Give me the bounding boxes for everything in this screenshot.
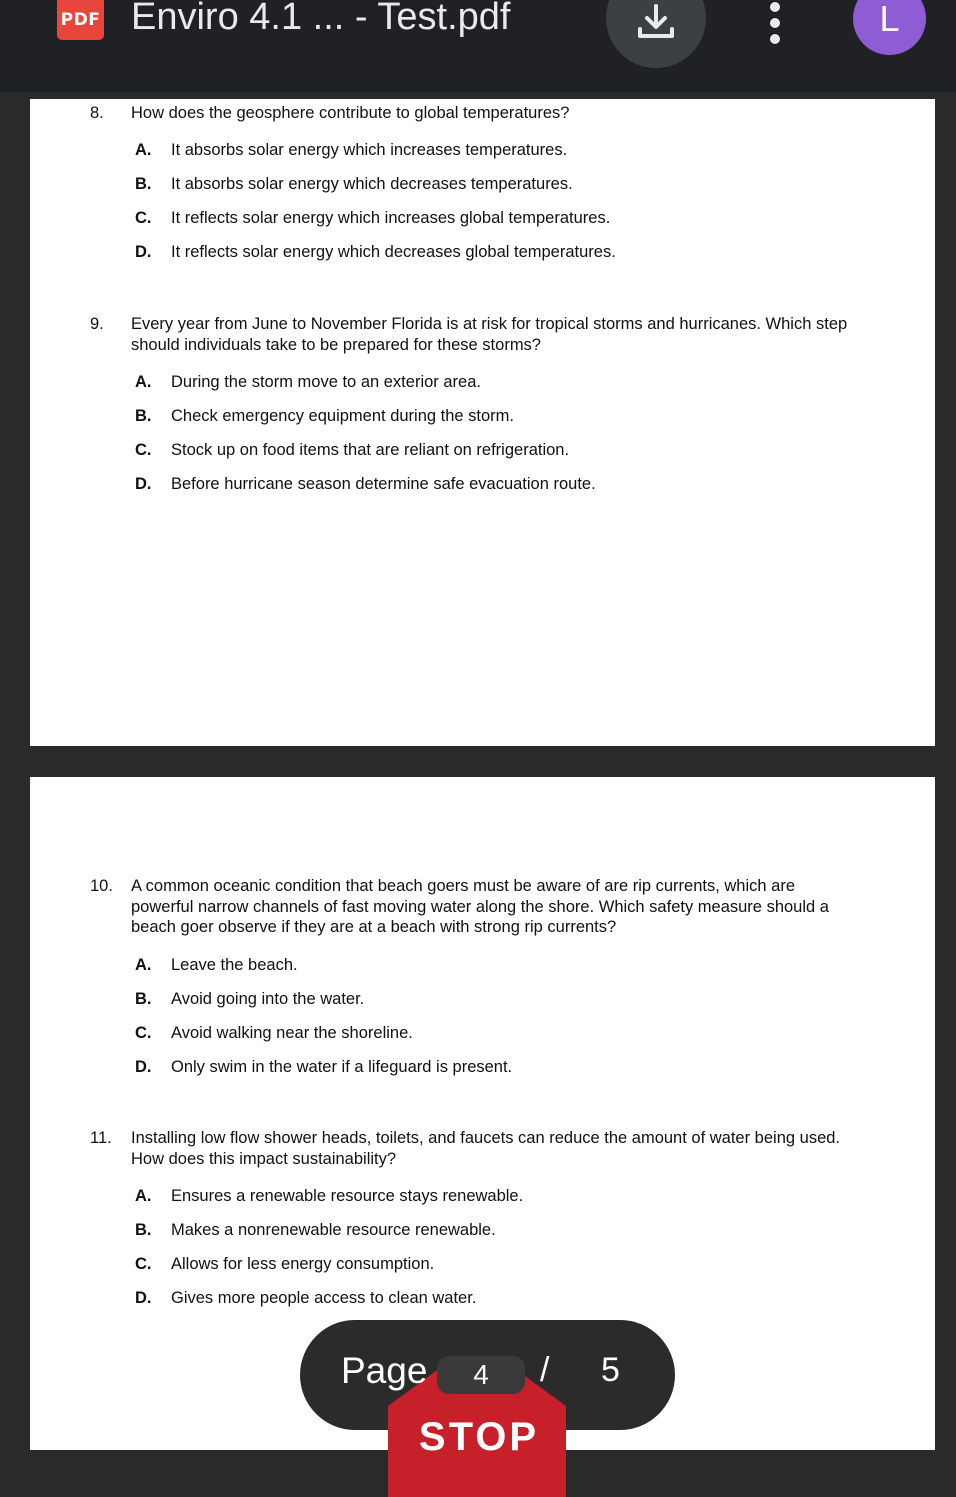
question-text: Installing low flow shower heads, toilets, and faucets can reduce the amount of water being used. How does this impact sustainability? bbox=[131, 1129, 841, 1168]
stop-sign-text: STOP bbox=[418, 1415, 540, 1459]
page-label: Page bbox=[341, 1350, 428, 1391]
option-text: Avoid walking near the shoreline. bbox=[171, 1024, 413, 1042]
more-vert-icon-dot bbox=[770, 34, 780, 44]
question-number: 10. bbox=[90, 877, 113, 895]
option-text: Avoid going into the water. bbox=[171, 990, 365, 1008]
top-bar bbox=[0, 0, 956, 92]
option-text: Allows for less energy consumption. bbox=[171, 1255, 435, 1273]
option-letter: B. bbox=[135, 1221, 152, 1239]
option-letter: A. bbox=[135, 1187, 152, 1205]
option-letter: C. bbox=[135, 209, 152, 227]
option-letter: D. bbox=[135, 243, 152, 261]
more-vert-icon bbox=[770, 2, 780, 12]
option-text: It absorbs solar energy which decreases temperatures. bbox=[171, 175, 573, 193]
option-letter: B. bbox=[135, 407, 152, 425]
question-text: How does the geosphere contribute to global temperatures? bbox=[131, 104, 570, 122]
option-text: It reflects solar energy which increases global temperatures. bbox=[171, 209, 611, 227]
option-letter: D. bbox=[135, 1058, 152, 1076]
question-text: Every year from June to November Florida is at risk for tropical storms and hurricanes. Which step should individuals take to be prepared for these storms? bbox=[131, 315, 848, 354]
option-text: Only swim in the water if a lifeguard is present. bbox=[171, 1058, 513, 1076]
option-letter: C. bbox=[135, 441, 152, 459]
option-text: Leave the beach. bbox=[171, 956, 298, 974]
page-indicator bbox=[300, 1320, 675, 1459]
option-text: Makes a nonrenewable resource renewable. bbox=[171, 1221, 496, 1239]
option-text: It absorbs solar energy which increases temperatures. bbox=[171, 141, 568, 159]
option-text: Check emergency equipment during the storm. bbox=[171, 407, 515, 425]
option-letter: C. bbox=[135, 1024, 152, 1042]
page-separator: / bbox=[540, 1351, 550, 1389]
option-letter: D. bbox=[135, 1289, 152, 1307]
option-text: It reflects solar energy which decreases global temperatures. bbox=[171, 243, 616, 261]
option-letter: D. bbox=[135, 475, 152, 493]
option-letter: A. bbox=[135, 373, 152, 391]
option-letter: A. bbox=[135, 956, 152, 974]
download-button[interactable] bbox=[606, 0, 706, 68]
option-letter: C. bbox=[135, 1255, 152, 1273]
option-letter: B. bbox=[135, 175, 152, 193]
question-number: 11. bbox=[90, 1129, 112, 1147]
question-number: 9. bbox=[90, 315, 104, 333]
pdf-file-icon: PDF bbox=[57, 0, 104, 40]
download-icon bbox=[636, 2, 676, 42]
current-page-input[interactable]: 4 bbox=[437, 1356, 525, 1394]
option-text: Gives more people access to clean water. bbox=[171, 1289, 477, 1307]
option-text: During the storm move to an exterior area. bbox=[171, 373, 481, 391]
question-text: A common oceanic condition that beach goers must be aware of are rip currents, which are powerful narrow channels of fast moving water along the shore. Which safety measure should a beach goer observe if they are at a beach with strong rip currents? bbox=[131, 877, 829, 936]
question-number: 8. bbox=[90, 104, 104, 122]
more-options-button[interactable] bbox=[752, 0, 798, 46]
option-letter: B. bbox=[135, 990, 152, 1008]
total-pages: 5 bbox=[601, 1351, 620, 1389]
more-vert-icon-dot bbox=[770, 18, 780, 28]
option-letter: A. bbox=[135, 141, 152, 159]
option-text: Ensures a renewable resource stays renewable. bbox=[171, 1187, 524, 1205]
document-title: Enviro 4.1 ... - Test.pdf bbox=[131, 0, 511, 38]
option-text: Before hurricane season determine safe evacuation route. bbox=[171, 475, 596, 493]
pdf-page bbox=[30, 99, 935, 746]
account-avatar[interactable]: L bbox=[853, 0, 926, 55]
option-text: Stock up on food items that are reliant on refrigeration. bbox=[171, 441, 570, 459]
